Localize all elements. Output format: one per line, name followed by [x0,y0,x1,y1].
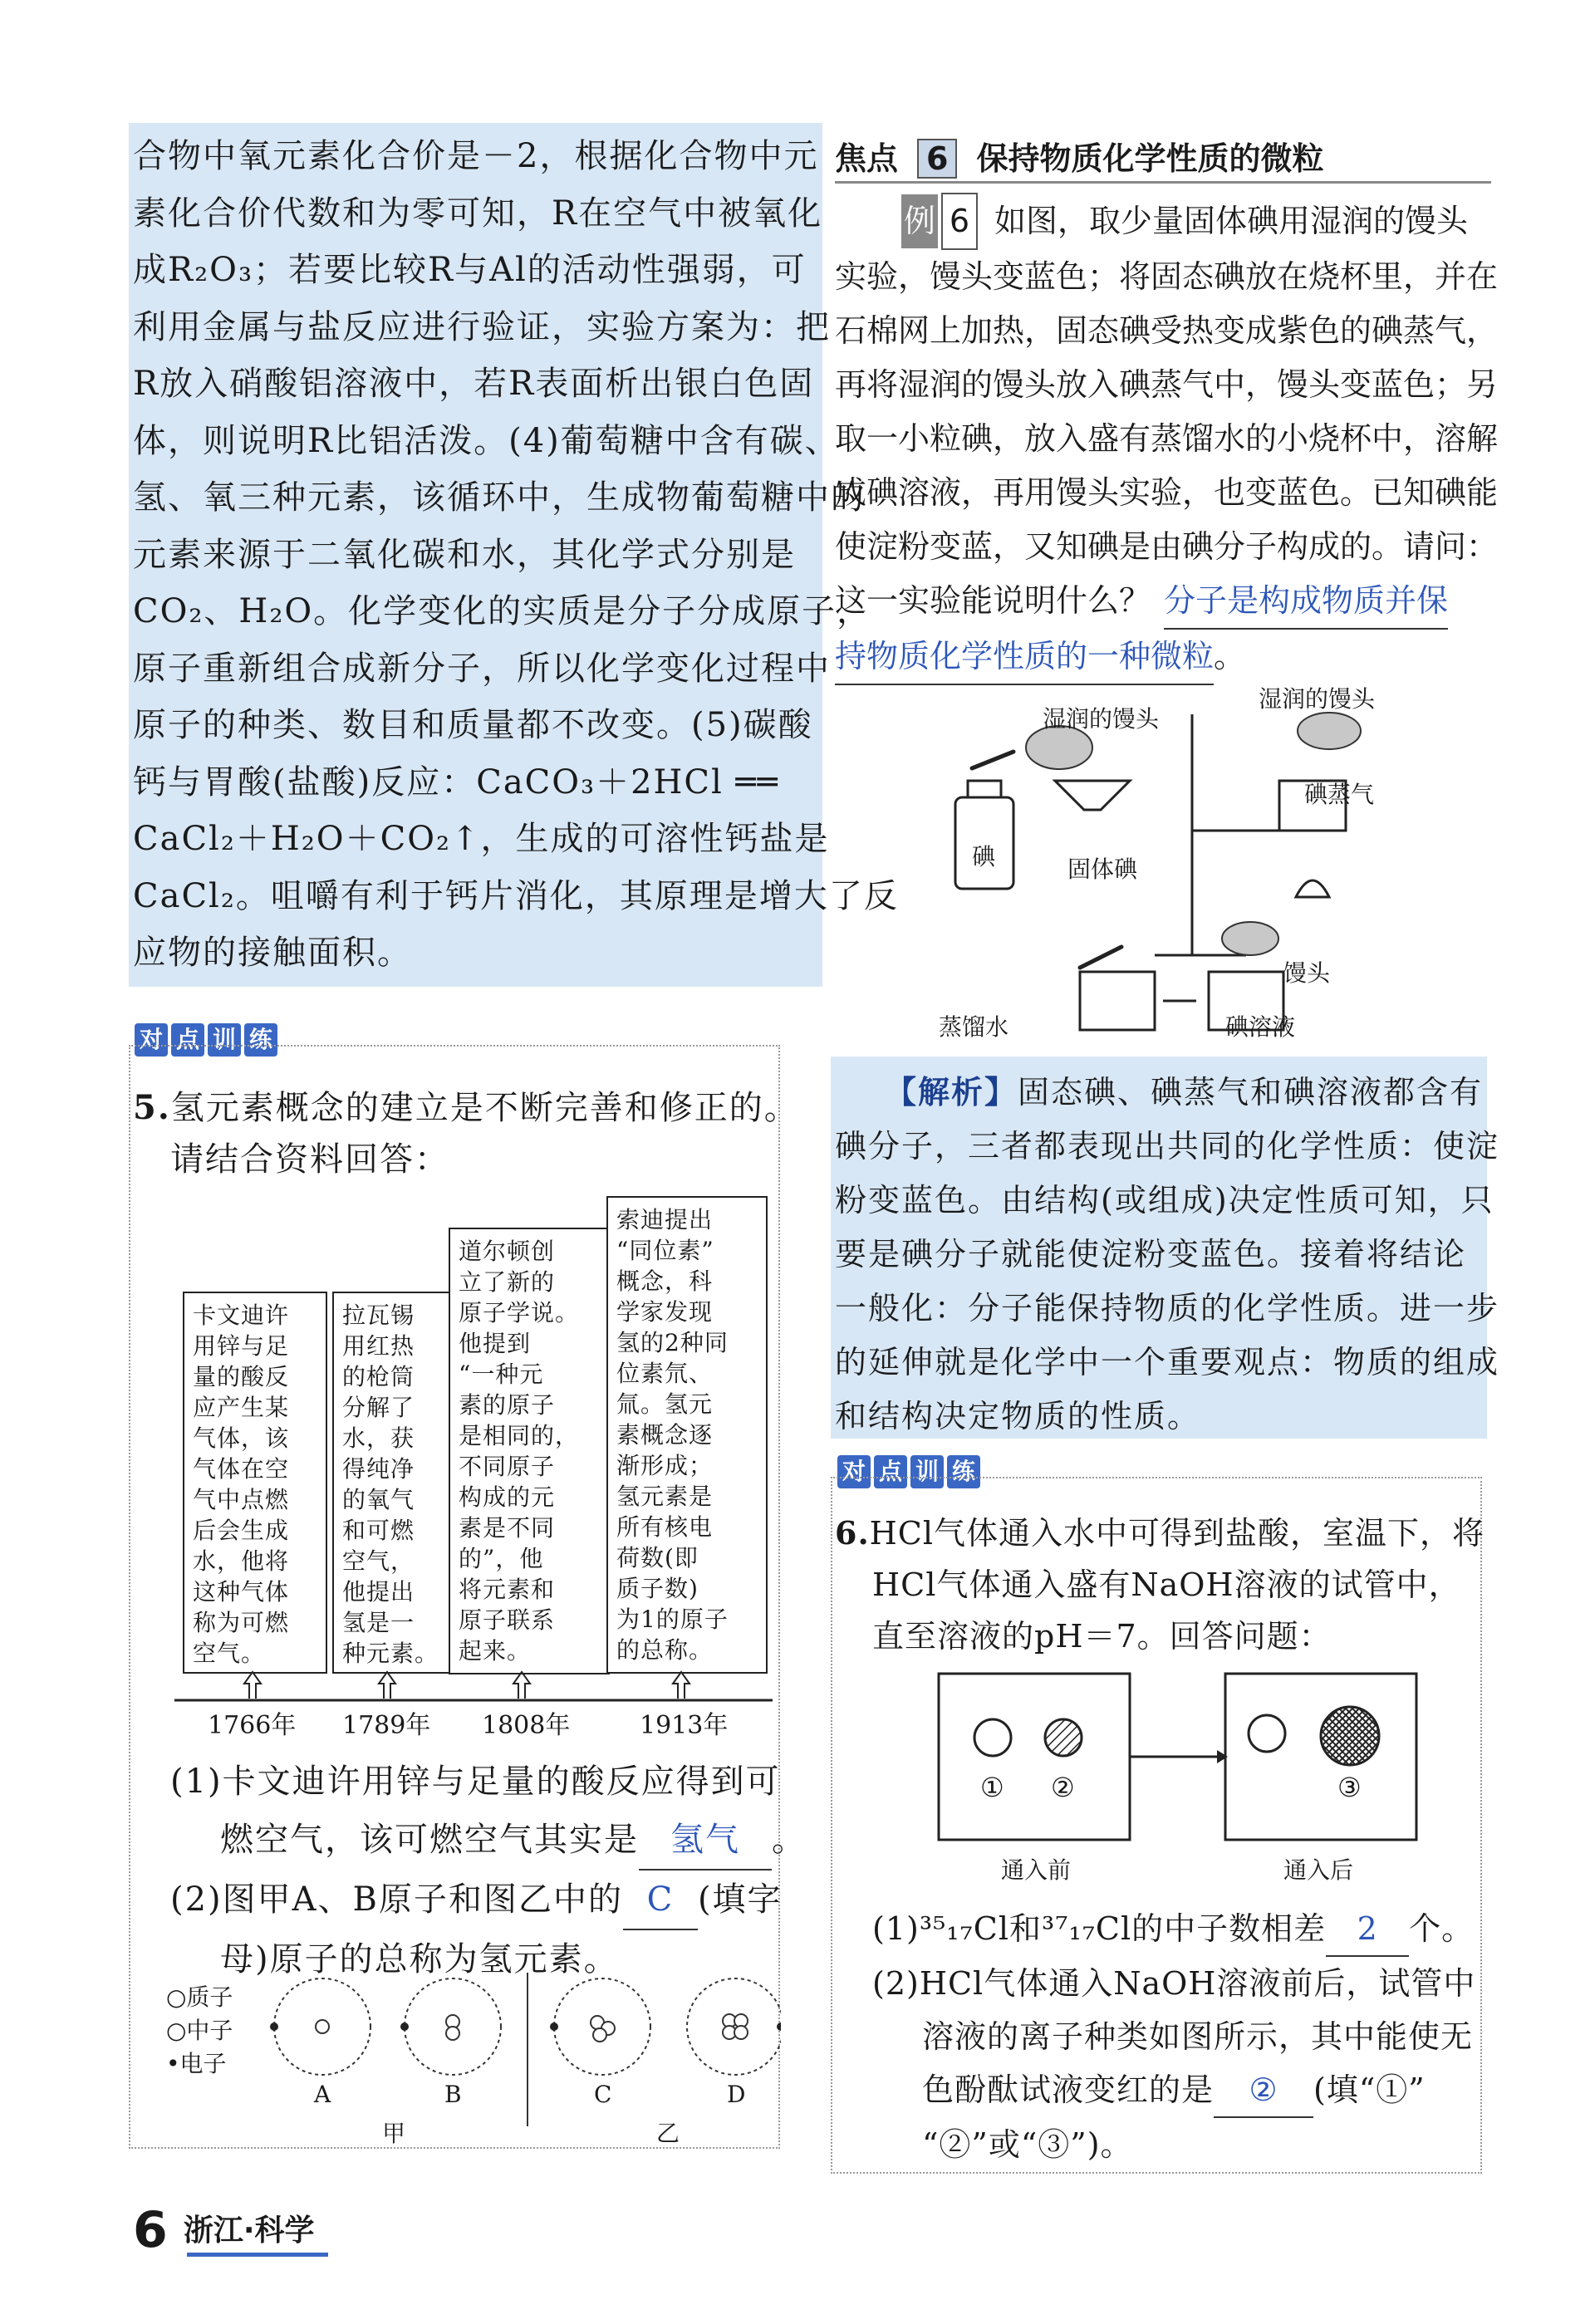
focus-number: 6 [917,139,957,179]
tag-char: 点 [171,1023,204,1057]
timeline-line: 位素氘、 [616,1360,714,1387]
q6-stem-line2: HCl气体通入盛有NaOH溶液的试管中， [872,1566,1461,1603]
q5-number: 5. [133,1088,171,1127]
analysis-line: CO₂、H₂O。化学变化的实质是分子分成原子， [133,592,872,630]
timeline-line: 起来。 [459,1637,532,1665]
ion-mark: ① [980,1772,1004,1803]
timeline-line: 荷数(即 [616,1544,699,1571]
q6-sub2-line3-post: (填“①” [1313,2071,1426,2108]
atom-a-electron [270,2022,278,2031]
focus-header [835,133,1324,179]
timeline-line: 是相同的， [459,1422,580,1449]
timeline-line: 得纯净 [342,1455,415,1483]
tag-char: 对 [837,1455,871,1488]
q5-sub2-pre: (2)图甲A、B原子和图乙中的 [170,1880,623,1919]
atom-b-neutron [446,2027,459,2040]
label-wet-bun-1: 湿润的馒头 [1043,705,1160,733]
q5-sub2-line2: 母)原子的总称为氢元素。 [220,1940,619,1978]
tag-char: 训 [208,1023,241,1057]
example-line: 实验，馒头变蓝色；将固态碘放在烧杯里，并在 [835,258,1499,295]
analysis-line: 碘分子，三者都表现出共同的化学性质：使淀 [835,1128,1500,1164]
timeline-line: 原子联系 [459,1606,556,1634]
label-wet-bun-2: 湿润的馒头 [1259,685,1376,713]
year-label: 1913年 [640,1711,729,1740]
label-iodine: 碘 [972,843,996,870]
footer [133,2201,315,2259]
q6-stem-line3: 直至溶液的pH＝7。回答问题： [872,1618,1332,1655]
timeline-text [342,1300,442,1669]
timeline-line: 氢元素是 [616,1483,714,1510]
example-answer-end: 。 [1214,638,1246,674]
example-line: 取一小粒碘，放入盛有蒸馏水的小烧杯中，溶解 [835,420,1499,457]
example-line: 石棉网上加热，固态碘受热变成紫色的碘蒸气， [835,312,1499,349]
analysis-line: 氢、氧三种元素，该循环中，生成物葡萄糖中的 [133,478,866,517]
example-label: 例 [901,194,938,248]
analysis-line: 的延伸就是化学中一个重要观点：物质的组成 [835,1344,1500,1380]
q6-sub2-line1: (2)HCl气体通入NaOH溶液前后，试管中 [872,1965,1476,2002]
q6-sub2-line4: “②”或“③”)。 [922,2126,1133,2163]
tag-char: 对 [135,1023,168,1057]
analysis-line: 和结构决定物质的性质。 [835,1398,1201,1434]
year-label: 1766年 [208,1711,297,1740]
timeline-line: 他提出 [342,1578,415,1606]
example-line: 如图，取少量固体碘用湿润的馒头 [994,203,1469,239]
q6-number: 6. [835,1514,870,1552]
atom-legend [166,1981,233,2081]
example-line: 使淀粉变蓝，又知碘是由碘分子构成的。请问： [835,528,1499,565]
label-iodine-solution: 碘溶液 [1225,1013,1296,1041]
timeline-line: 素是不同 [459,1514,556,1542]
page-number: 6 [133,2201,168,2259]
ion-mark: ② [1051,1772,1075,1803]
timeline-line: 水，他将 [193,1547,290,1575]
focus-title: 保持物质化学性质的微粒 [976,140,1324,177]
label-bun: 馒头 [1283,959,1331,987]
timeline-line: 他提到 [459,1330,532,1357]
atom-label: A [314,2081,331,2108]
analysis-label: 【解析】 [885,1073,1018,1111]
timeline-line: 的枪筒 [342,1363,415,1390]
atom-d-neutron3 [734,2026,748,2039]
timeline-line: 的总称。 [616,1636,714,1664]
timeline-line: 渐形成； [616,1452,714,1479]
label-iodine-vapor: 碘蒸气 [1304,781,1375,808]
timeline-box-1808 [449,1228,610,1674]
timeline-line: 卡文迪许 [193,1302,290,1329]
tag-char: 练 [244,1023,277,1057]
timeline-line: 气中点燃 [193,1486,290,1513]
timeline-text [616,1204,758,1665]
year-label: 1808年 [482,1711,571,1740]
year-label: 1789年 [342,1711,431,1740]
group-label: 甲 [382,2120,406,2147]
timeline-line: 种元素。 [342,1640,439,1667]
timeline-box-1913 [606,1196,768,1674]
timeline-line: 不同原子 [459,1453,556,1480]
q5-stem-line1: 氢元素概念的建立是不断完善和修正的。 [170,1089,799,1127]
q6-sub1-post: 个。 [1409,1910,1475,1947]
timeline-line: 索迪提出 [616,1206,714,1233]
atom-d-electron [777,2022,781,2031]
timeline-line: 将元素和 [459,1576,556,1603]
timeline-line: 原子学说。 [459,1299,580,1326]
example-answer-2: 持物质化学性质的一种微粒 [835,630,1214,685]
analysis-line: 钙与胃酸(盐酸)反应：CaCO₃＋2HCl ══ [133,762,779,802]
figure-labels [914,681,1429,1047]
atom-c-neutron2 [593,2028,606,2042]
timeline-line: 气体在空 [193,1455,290,1483]
book-label: 浙江·科学 [183,2214,315,2248]
timeline-line: 气体，该 [193,1424,290,1452]
q5-sub1-line1: (1)卡文迪许用锌与足量的酸反应得到可 [170,1763,781,1801]
q5-sub1-end: 。 [772,1821,807,1859]
example-line: 成碘溶液，再用馒头实验，也变蓝色。已知碘能 [835,474,1499,511]
example-block [835,193,1498,685]
group-label: 乙 [656,2120,680,2147]
atom-label: C [594,2081,612,2108]
q6-sub1-answer: 2 [1326,1902,1409,1957]
timeline-line: “一种元 [459,1361,544,1388]
q5-sub2-answer: C [623,1870,698,1930]
timeline-line: 拉瓦锡 [342,1302,415,1329]
timeline-line: 所有核电 [616,1513,714,1541]
timeline-line: 概念，科 [616,1267,714,1295]
analysis-line: 固态碘、碘蒸气和碘溶液都含有 [1018,1074,1484,1111]
ion-mark: ③ [1337,1772,1362,1803]
label-distilled-water: 蒸馏水 [939,1013,1009,1041]
timeline-line: 氢的2种同 [616,1329,729,1356]
analysis-line: 原子重新组合成新分子，所以化学变化过程中 [133,649,831,688]
q5-sub2-post: (填字 [697,1880,783,1919]
focus-label: 焦点 [835,140,899,177]
timeline-line: 道尔顿创 [459,1238,556,1265]
q5-sub1 [170,1753,807,1988]
q5-sub1-answer: 氢气 [639,1811,772,1870]
analysis-line: 合物中氧元素化合价是－2，根据化合物中元 [133,137,819,175]
timeline-line: 水，获 [342,1424,415,1452]
analysis-line: 一般化：分子能保持物质的化学性质。进一步 [835,1290,1500,1326]
atom-c-electron [550,2022,558,2031]
timeline-line: 和可燃 [342,1517,415,1544]
ion-labels [930,1665,1429,1884]
timeline-text [459,1236,600,1666]
analysis-line: 素化合价代数和为零可知，R在空气中被氧化 [133,194,823,233]
timeline-line: 用锌与足 [193,1332,290,1360]
analysis-line: R放入硝酸铝溶液中，若R表面析出银白色固 [133,365,815,403]
timeline-line: 空气， [342,1547,415,1575]
tag-char: 点 [874,1455,907,1488]
analysis-line: 原子的种类、数目和质量都不改变。(5)碳酸 [133,706,813,744]
timeline-box-1766 [183,1292,327,1674]
timeline-line: 应产生某 [193,1394,290,1421]
timeline-line: 的氧气 [342,1486,415,1513]
analysis-line: 体，则说明R比铝活泼。(4)葡萄糖中含有碳、 [133,421,840,460]
label-solid-iodine: 固体碘 [1067,856,1138,883]
tag-char: 训 [910,1455,944,1488]
q5-stem-line2: 请结合资料回答： [170,1140,449,1179]
timeline-line: 立了新的 [459,1268,556,1296]
timeline-text [193,1300,317,1669]
timeline-line: 用红热 [342,1332,415,1360]
right-analysis [835,1065,1499,1444]
example-line: 这一实验能说明什么？ [835,582,1151,619]
atom-label: D [727,2081,746,2108]
analysis-line: CaCl₂＋H₂O＋CO₂↑，生成的可溶性钙盐是 [133,820,830,858]
timeline-arrow [244,1672,689,1699]
atom-models [266,1969,781,2135]
timeline-box-1789 [332,1292,452,1674]
timeline-line: 称为可燃 [193,1609,290,1636]
focus-underline [835,181,1491,184]
example-line: 再将湿润的馒头放入碘蒸气中，馒头变蓝色；另 [835,366,1499,403]
timeline-line: 分解了 [342,1394,415,1421]
q6-stem [835,1508,1484,1662]
timeline-line: 氚。氢元 [616,1390,714,1418]
example-number: 6 [941,193,978,250]
q6-sub2-line2: 溶液的离子种类如图所示，其中能使无 [922,2018,1474,2055]
q5-stem [133,1082,799,1185]
timeline-line: “同位素” [616,1237,714,1264]
legend-proton: ○质子 [166,1983,233,2011]
atom-label: B [444,2081,462,2108]
analysis-line: 要是碘分子就能使淀粉变蓝色。接着将结论 [835,1236,1467,1272]
timeline-line: 为1的原子 [616,1606,729,1633]
legend-electron: •电子 [166,2050,227,2077]
timeline-line: 后会生成 [193,1517,290,1544]
q6-sub1-pre: (1)³⁵₁₇Cl和³⁷₁₇Cl的中子数相差 [872,1910,1327,1947]
legend-neutron: ○中子 [166,2017,233,2044]
q6-subs [872,1902,1475,2171]
analysis-line: CaCl₂。咀嚼有利于钙片消化，其原理是增大了反 [133,876,899,915]
timeline-line: 素的原子 [459,1391,556,1419]
timeline-line: 构成的元 [459,1483,556,1511]
analysis-line: 利用金属与盐反应进行验证，实验方案为：把 [133,307,831,346]
timeline-line: 学家发现 [616,1298,714,1326]
before-label: 通入前 [1001,1856,1072,1884]
timeline-line: 的”，他 [459,1545,544,1572]
timeline-line: 质子数) [616,1575,699,1602]
timeline-line: 素概念逐 [616,1421,714,1449]
atom-a-proton [316,2020,329,2033]
example-answer-1: 分子是构成物质并保 [1164,574,1448,630]
q6-sub2-answer: ② [1214,2063,1313,2118]
timeline-line: 量的酸反 [193,1363,290,1390]
after-label: 通入后 [1283,1856,1354,1884]
analysis-line: 成R₂O₃；若要比较R与Al的活动性强弱，可 [133,251,807,289]
footer-rule [187,2253,328,2257]
analysis-line: 粉变蓝色。由结构(或组成)决定性质可知，只 [835,1182,1494,1218]
q6-sub2-line3-pre: 色酚酞试液变红的是 [922,2071,1215,2108]
timeline-line: 空气。 [193,1640,266,1667]
atom-b-electron [400,2022,409,2031]
q5-sub1-line2: 燃空气，该可燃空气其实是 [220,1821,639,1859]
analysis-line: 元素来源于二氧化碳和水，其化学式分别是 [133,535,796,574]
timeline-line: 氢是一 [342,1609,415,1636]
timeline-line: 这种气体 [193,1578,290,1606]
q6-stem-line1: HCl气体通入水中可得到盐酸，室温下，将 [869,1515,1485,1552]
tag-char: 练 [947,1455,980,1488]
analysis-line: 应物的接触面积。 [133,934,412,972]
